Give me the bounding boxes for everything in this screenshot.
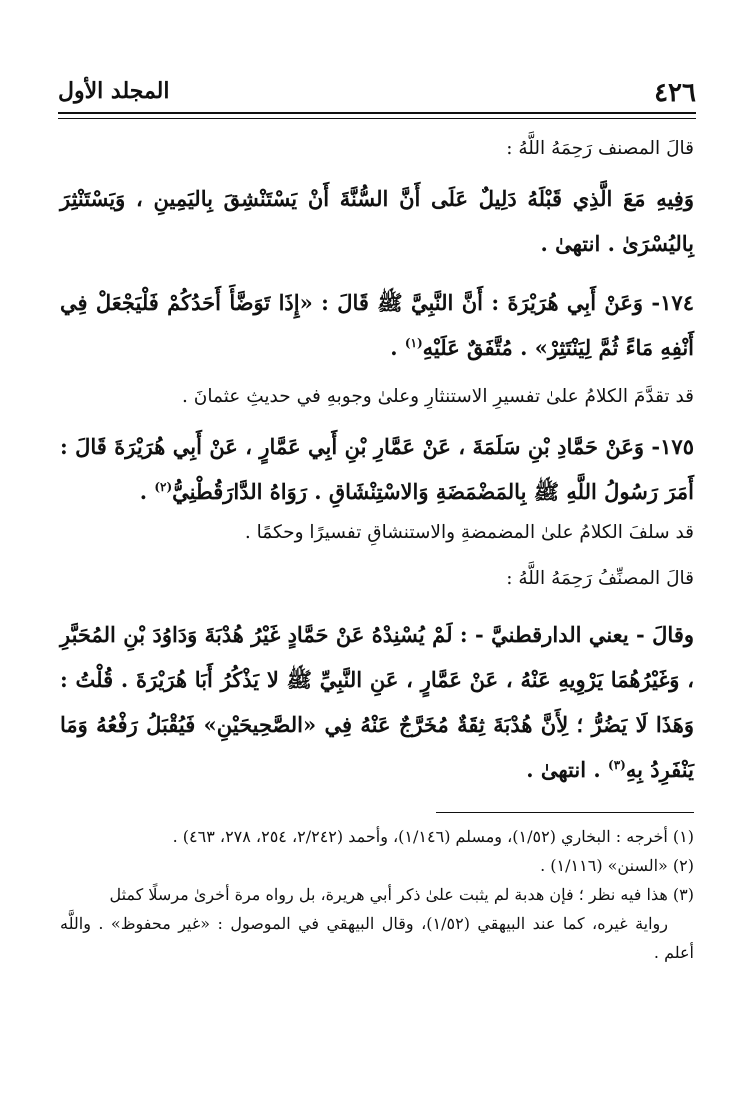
hadith-174-text: ١٧٤- وَعَنْ أَبِي هُرَيْرَةَ : أَنَّ النَّبِيَّ ﷺ قَالَ : «إِذَا تَوَضَّأَ أَحَدُكُمْ فَلْيَجْعَلْ فِي أَنْفِهِ مَاءً ثُمَّ لِيَنْتَثِرْ» . مُتَّفَقٌ عَلَيْهِ — [60, 290, 694, 360]
footnote-1: (١) أخرجه : البخاري (١/٥٢)، ومسلم (١/١٤٦)، وأحمد (٢/٢٤٢، ٢٥٤، ٢٧٨، ٤٦٣) . — [172, 827, 694, 846]
author-comment-quote: وَفِيهِ مَعَ الَّذِي قَبْلَهُ دَلِيلٌ عَلَى أَنَّ السُّنَّةَ أَنْ يَسْتَنْشِقَ بِاليَمِينِ ، وَيَسْتَنْثِرَ بِاليُسْرَىٰ . انتهىٰ . — [60, 186, 694, 256]
footnote-ref-2[interactable]: (٢) — [154, 480, 173, 494]
header-rule-thick — [58, 112, 696, 114]
footnote-separator — [436, 812, 694, 813]
footnote-2: (٢) «السنن» (١/١١٦) . — [540, 856, 694, 875]
footnote-ref-1[interactable]: (١) — [404, 336, 423, 350]
commentary-174: قد تقدَّمَ الكلامُ علىٰ تفسيرِ الاستنثارِ وعلىٰ وجوبهِ في حديثِ عثمانَ . — [182, 386, 694, 407]
footnote-3-rest: رواية غيره، كما عند البيهقي (١/٥٢)، وقال البيهقي في الموصول : «غير محفوظ» . واللَّه أعلم . — [60, 914, 694, 962]
header-rule-thin — [58, 118, 696, 119]
hadith-175-text: ١٧٥- وَعَنْ حَمَّادِ بْنِ سَلَمَةَ ، عَنْ عَمَّارِ بْنِ أَبِي عَمَّارٍ ، عَنْ أَبِي هُرَيْرَةَ قَالَ : أَمَرَ رَسُولُ اللَّهِ ﷺ بِالمَضْمَضَةِ وَالاسْتِنْشَاقِ . رَوَاهُ الدَّارَقُطْنِيُّ — [60, 434, 694, 504]
page-header — [58, 72, 696, 112]
page-number: ٤٢٦ — [654, 78, 696, 108]
author-said-heading: قالَ المصنف رَحِمَهُ اللَّهُ : — [506, 138, 694, 159]
footnote-3 — [60, 880, 694, 967]
main-text — [60, 130, 694, 792]
author-said-heading-2: قالَ المصنِّفُ رَحِمَهُ اللَّهُ : — [506, 568, 694, 589]
footnotes — [60, 822, 694, 967]
footnote-3-head: (٣) هذا فيه نظر ؛ فإن هدبة لم يثبت علىٰ ذكر أبي هريرة، بل رواه مرة أخرىٰ مرسلًا كمثل — [109, 885, 694, 904]
darqutni-text: وقالَ - يعني الدارقطنيَّ - : لَمْ يُسْنِدْهُ عَنْ حَمَّادٍ غَيْرُ هُدْبَةَ وَدَاوُدَ بْنِ المُحَبَّرِ ، وَغَيْرُهُمَا يَرْوِيهِ عَنْهُ ، عَنْ عَمَّارٍ ، عَنِ النَّبِيِّ ﷺ لا يَذْكُرُ أَبَا هُرَيْرَةَ . قُلْتُ : وَهَذَا لَا يَضُرُّ ؛ لِأَنَّ هُدْبَةَ ثِقَةٌ مُخَرَّجٌ عَنْهُ فِي «الصَّحِيحَيْنِ» فَيُقْبَلُ رَفْعُهُ وَمَا يَنْفَرِدُ بِهِ — [60, 622, 694, 782]
volume-title: المجلد الأول — [58, 78, 170, 104]
commentary-175: قد سلفَ الكلامُ علىٰ المضمضةِ والاستنشاقِ تفسيرًا وحكمًا . — [244, 522, 694, 543]
hadith-175: ١٧٥- وَعَنْ حَمَّادِ بْنِ سَلَمَةَ ، عَنْ عَمَّارِ بْنِ أَبِي عَمَّارٍ ، عَنْ أَبِي هُرَيْرَةَ قَالَ : أَمَرَ رَسُولُ اللَّهِ ﷺ بِالمَضْمَضَةِ وَالاسْتِنْشَاقِ . رَوَاهُ الدَّارَقُطْنِيُّ$^{(٢)}$ . — [60, 434, 694, 504]
author-comment-darqutni — [60, 612, 694, 792]
darqutni-end: . انتهىٰ . — [526, 757, 601, 782]
footnote-ref-3[interactable]: (٣) — [608, 758, 626, 772]
hadith-174: ١٧٤- وَعَنْ أَبِي هُرَيْرَةَ : أَنَّ النَّبِيَّ ﷺ قَالَ : «إِذَا تَوَضَّأَ أَحَدُكُمْ فَلْيَجْعَلْ فِي أَنْفِهِ مَاءً ثُمَّ لِيَنْتَثِرْ» . مُتَّفَقٌ عَلَيْهِ$^{(١)}$ . — [60, 290, 694, 360]
